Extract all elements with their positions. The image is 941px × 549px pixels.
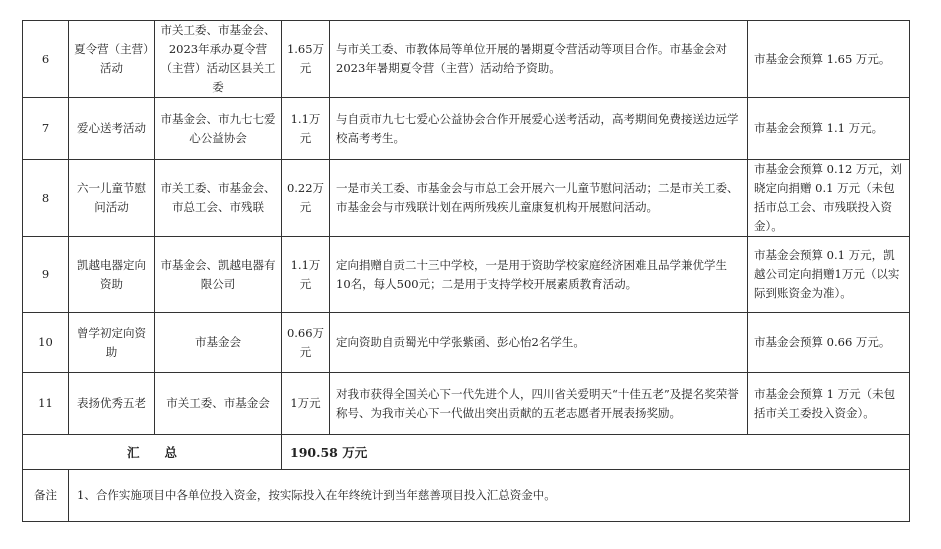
table-body	[23, 21, 910, 522]
summary-label: 汇 总	[23, 435, 282, 470]
project-budget: 市基金会预算 1 万元（未包括市关工委投入资金）。	[748, 373, 910, 435]
project-organizer: 市关工委、市基金会、2023年承办夏令营（主营）活动区县关工委	[155, 21, 282, 98]
project-description: 定向资助自贡蜀光中学张紫函、彭心怡2名学生。	[330, 313, 748, 373]
project-budget: 市基金会预算 1.1 万元。	[748, 98, 910, 160]
row-number: 11	[23, 373, 69, 435]
table-row	[23, 313, 910, 373]
table-row	[23, 98, 910, 160]
project-description: 一是市关工委、市基金会与市总工会开展六一儿童节慰问活动；二是市关工委、市基金会与市残联计划在两所残疾儿童康复机构开展慰问活动。	[330, 160, 748, 237]
project-name: 爱心送考活动	[69, 98, 155, 160]
project-amount: 1.1万元	[282, 237, 330, 313]
project-name: 曾学初定向资助	[69, 313, 155, 373]
project-description: 对我市获得全国关心下一代先进个人，四川省关爱明天“十佳五老”及提名奖荣誉称号、为我市关心下一代做出突出贡献的五老志愿者开展表扬奖励。	[330, 373, 748, 435]
project-organizer: 市基金会	[155, 313, 282, 373]
table-row	[23, 21, 910, 98]
project-name: 凯越电器定向资助	[69, 237, 155, 313]
project-budget: 市基金会预算 1.65 万元。	[748, 21, 910, 98]
project-amount: 0.22万元	[282, 160, 330, 237]
note-row	[23, 470, 910, 522]
project-description: 与自贡市九七七爱心公益协会合作开展爱心送考活动，高考期间免费接送边远学校高考考生。	[330, 98, 748, 160]
project-amount: 0.66万元	[282, 313, 330, 373]
project-amount: 1.65万元	[282, 21, 330, 98]
project-organizer: 市关工委、市基金会	[155, 373, 282, 435]
project-budget: 市基金会预算 0.12 万元，刘晓定向捐赠 0.1 万元（未包括市总工会、市残联投入资金）。	[748, 160, 910, 237]
row-number: 9	[23, 237, 69, 313]
project-name: 夏令营（主营）活动	[69, 21, 155, 98]
table-row	[23, 373, 910, 435]
charity-project-table	[22, 20, 910, 522]
row-number: 7	[23, 98, 69, 160]
project-budget: 市基金会预算 0.66 万元。	[748, 313, 910, 373]
project-budget: 市基金会预算 0.1 万元，凯越公司定向捐赠1万元（以实际到账资金为准）。	[748, 237, 910, 313]
project-amount: 1万元	[282, 373, 330, 435]
summary-row	[23, 435, 910, 470]
note-text: 1、合作实施项目中各单位投入资金，按实际投入在年终统计到当年慈善项目投入汇总资金中。	[69, 470, 910, 522]
row-number: 10	[23, 313, 69, 373]
row-number: 6	[23, 21, 69, 98]
table-row	[23, 160, 910, 237]
project-amount: 1.1万元	[282, 98, 330, 160]
project-organizer: 市基金会、市九七七爱心公益协会	[155, 98, 282, 160]
project-description: 与市关工委、市教体局等单位开展的暑期夏令营活动等项目合作。市基金会对2023年暑期夏令营（主营）活动给予资助。	[330, 21, 748, 98]
project-name: 表扬优秀五老	[69, 373, 155, 435]
summary-total: 190.58 万元	[282, 435, 910, 470]
project-description: 定向捐赠自贡二十三中学校，一是用于资助学校家庭经济困难且品学兼优学生10名，每人500元；二是用于支持学校开展素质教育活动。	[330, 237, 748, 313]
project-organizer: 市基金会、凯越电器有限公司	[155, 237, 282, 313]
project-name: 六一儿童节慰问活动	[69, 160, 155, 237]
note-label: 备注	[23, 470, 69, 522]
row-number: 8	[23, 160, 69, 237]
table-row	[23, 237, 910, 313]
project-organizer: 市关工委、市基金会、市总工会、市残联	[155, 160, 282, 237]
